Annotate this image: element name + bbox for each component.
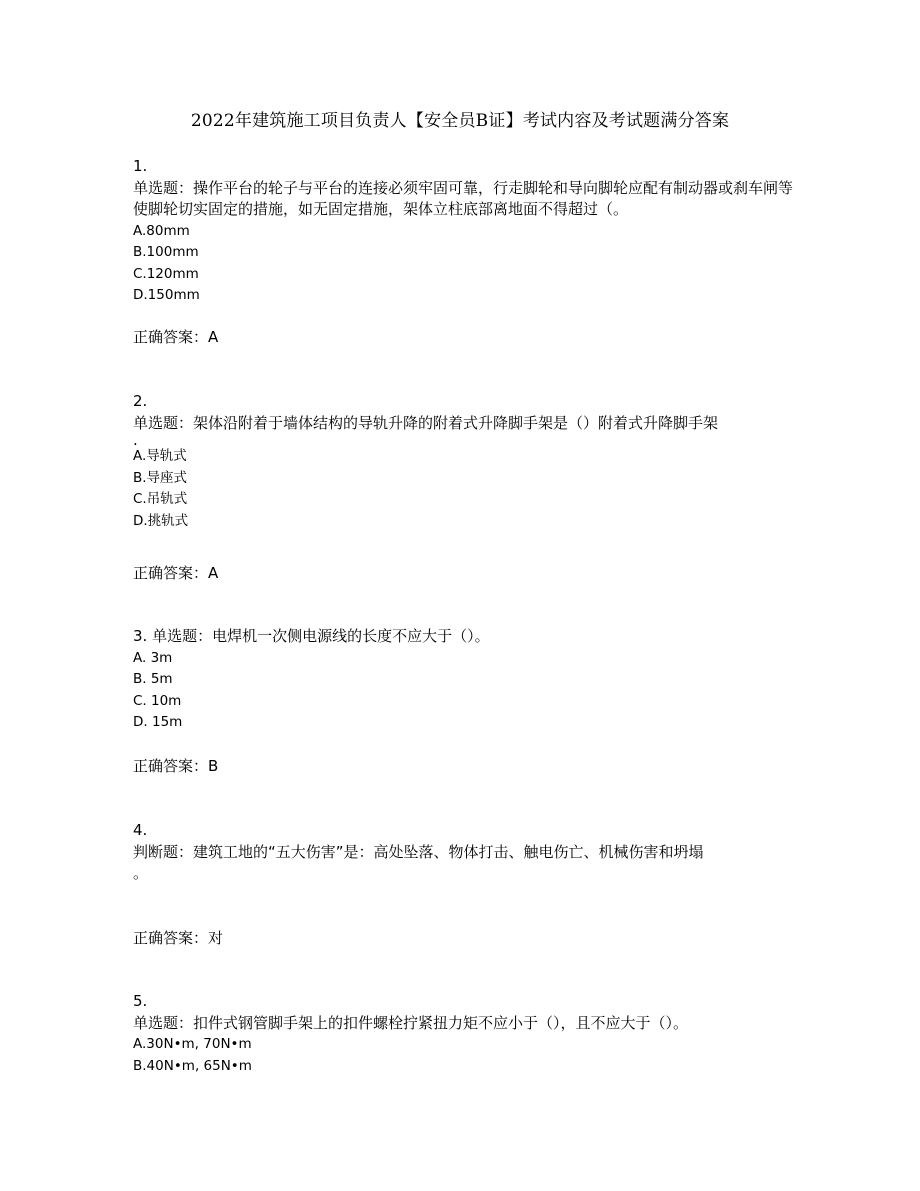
question-2-option-c: C.吊轨式 — [133, 491, 188, 507]
question-2-option-a: A.导轨式 — [133, 448, 187, 464]
question-5-stem: 单选题：扣件式钢管脚手架上的扣件螺栓拧紧扭力矩不应小于（），且不应大于（）。 — [133, 1013, 689, 1032]
question-1-answer: 正确答案：A — [133, 328, 219, 346]
question-3-option-b: B. 5m — [133, 671, 173, 687]
question-3-option-c: C. 10m — [133, 692, 182, 709]
question-2 — [133, 391, 793, 532]
question-4-number: 4. — [133, 821, 148, 839]
question-4-stem-continuation: 。 — [133, 864, 149, 882]
question-2-answer: 正确答案：A — [133, 564, 219, 582]
question-5 — [133, 991, 793, 1077]
question-4-answer: 正确答案：对 — [133, 929, 224, 947]
question-1-option-a: A.80mm — [133, 222, 190, 239]
question-1-option-b: B.100mm — [133, 244, 199, 260]
question-2-option-b: B.导座式 — [133, 469, 188, 486]
question-3 — [133, 626, 793, 734]
question-4 — [133, 820, 793, 885]
question-1-stem: 单选题：操作平台的轮子与平台的连接必须牢固可靠，行走脚轮和导向脚轮应配有制动器或刹车闸等使脚轮切实固定的措施，如无固定措施，架体立柱底部离地面不得超过（。 — [133, 178, 794, 218]
question-1-option-d: D.150mm — [133, 287, 200, 303]
question-2-number: 2. — [133, 392, 148, 410]
question-1-option-c: C.120mm — [133, 265, 199, 282]
question-3-option-d: D. 15m — [133, 714, 183, 730]
page-title: 2022年建筑施工项目负责人【安全员B证】考试内容及考试题满分答案 — [190, 111, 730, 131]
question-5-number: 5. — [133, 992, 148, 1010]
question-3-option-a: A. 3m — [133, 649, 173, 666]
question-2-stem-continuation: . — [133, 431, 138, 449]
question-1-number: 1. — [133, 157, 148, 175]
question-5-option-b: B.40N•m, 65N•m — [133, 1057, 252, 1074]
question-5-option-a: A.30N•m, 70N•m — [133, 1036, 252, 1052]
question-2-stem: 单选题：架体沿附着于墙体结构的导轨升降的附着式升降脚手架是（）附着式升降脚手架 — [133, 413, 719, 432]
question-2-option-d: D.挑轨式 — [133, 512, 189, 529]
question-1 — [133, 156, 793, 307]
question-3-answer: 正确答案：B — [133, 757, 219, 775]
question-4-stem: 判断题：建筑工地的“五大伤害”是：高处坠落、物体打击、触电伤亡、机械伤害和坍塌 — [133, 842, 704, 861]
question-3-stem: 3. 单选题：电焊机一次侧电源线的长度不应大于（）。 — [133, 627, 490, 645]
